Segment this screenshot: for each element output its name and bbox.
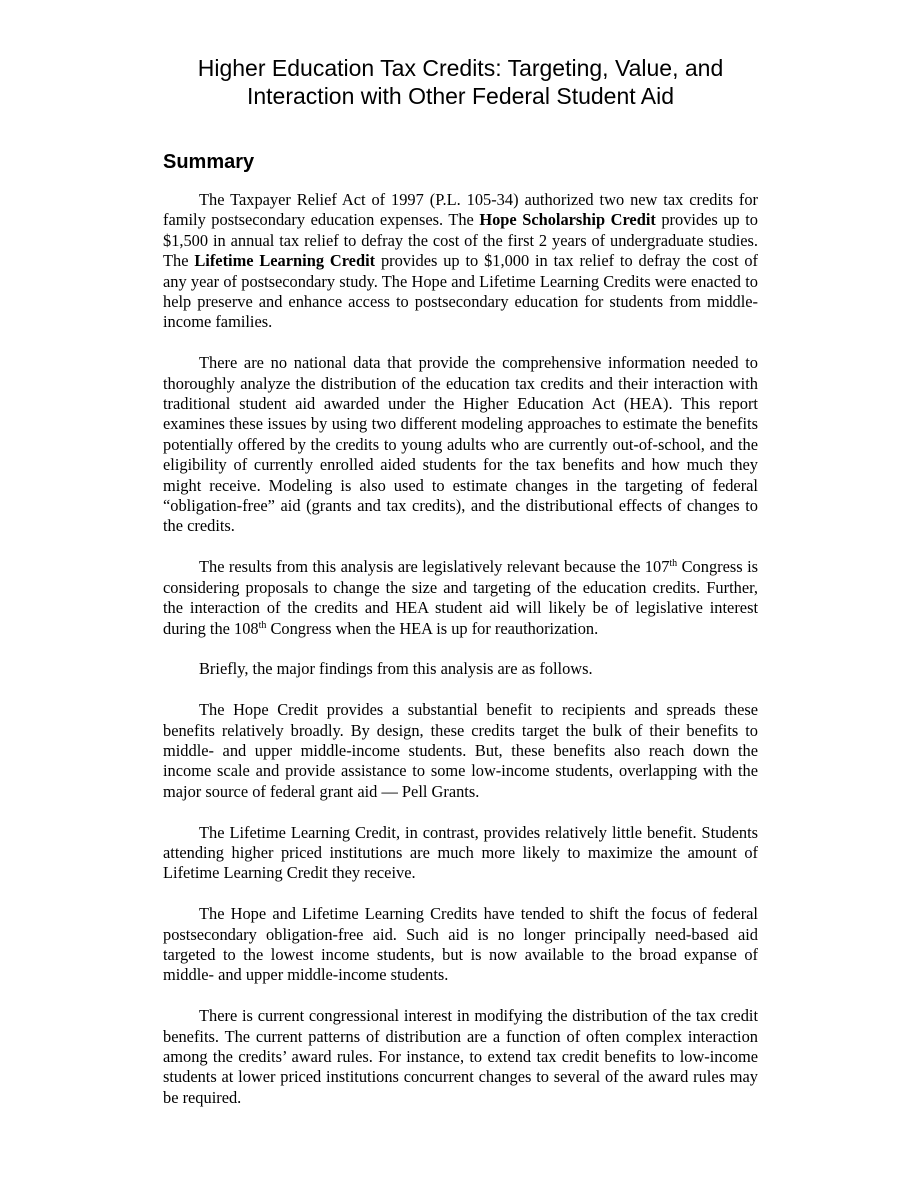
document-title [163,54,758,110]
title-line-2: Interaction with Other Federal Student Aid [246,83,675,109]
section-heading-summary: Summary [163,151,255,173]
paragraph-taxpayer-relief-act [163,190,758,333]
hope-scholarship-credit-term: Hope Scholarship Credit [479,210,656,230]
paragraph-hope-credit-finding: The Hope Credit provides a substantial benefit to recipients and spreads these benefits relatively broadly. By design, these credits target the bulk of their benefits to middle- and upper middle-income students. But, these benefits also reach down the income scale and provide assistance to some low-income students, overlapping with the major source of federal grant aid — Pell Grants. [163,700,758,801]
p3-text-c: Congress when the HEA is up for reauthorization. [266,618,599,638]
p3-text-b: Congress is considering proposals to change the size and targeting of the education credits. Further, the interaction of the credits and HEA student aid will likely be of legislative interest during the 108 [163,557,759,638]
title-line-1: Higher Education Tax Credits: Targeting, Value, and [197,55,724,81]
paragraph-no-national-data: There are no national data that provide the comprehensive information needed to thoroughly analyze the distribution of the education tax credits and their interaction with traditional student aid awarded under the Higher Education Act (HEA). This report examines these issues by using two different modeling approaches to estimate the benefits potentially offered by the credits to young adults who are currently out-of-school, and the eligibility of currently enrolled aided students for the tax benefits and how much they might receive. Modeling is also used to estimate changes in the targeting of federal “obligation-free” aid (grants and tax credits), and the distributional effects of changes to the credits. [163,353,758,536]
ordinal-suffix-107: th [669,558,678,570]
paragraph-findings-intro: Briefly, the major findings from this analysis are as follows. [199,659,593,679]
p1-text-e: provides up to $1,000 in tax relief to defray the cost of any year of postsecondary study. The Hope and Lifetime Learning Credits were enacted to help preserve and enhance access to postsecondary education for students from middle-income families. [163,251,758,332]
paragraph-lifetime-learning-finding: The Lifetime Learning Credit, in contrast, provides relatively little benefit. Students attending higher priced institutions are much more likely to maximize the amount of Lifetime Learning Credit they receive. [163,822,758,883]
paragraph-shift-in-focus: The Hope and Lifetime Learning Credits have tended to shift the focus of federal postsecondary obligation-free aid. Such aid is no longer principally need-based aid targeted to the lowest income students, but is now available to the broad expanse of middle- and upper middle-income students. [163,904,758,985]
p3-text-a: The results from this analysis are legislatively relevant because the 107 [199,557,670,577]
lifetime-learning-credit-term: Lifetime Learning Credit [194,251,376,271]
p1-text-c: provides up to $1,500 in annual tax relief to defray the cost of the first 2 years of undergraduate studies. The [163,210,758,271]
document-page [163,54,758,1129]
p1-text-a: The Taxpayer Relief Act of 1997 (P.L. 105-34) authorized two new tax credits for family postsecondary education expenses. The [163,190,758,230]
paragraph-congressional-interest: There is current congressional interest in modifying the distribution of the tax credit benefits. The current patterns of distribution are a function of often complex interaction among the credits’ award rules. For instance, to extend tax credit benefits to low-income students at lower priced institutions concurrent changes to several of the award rules may be required. [163,1006,758,1107]
ordinal-suffix-108: th [258,619,267,631]
paragraph-legislative-relevance [163,557,758,639]
